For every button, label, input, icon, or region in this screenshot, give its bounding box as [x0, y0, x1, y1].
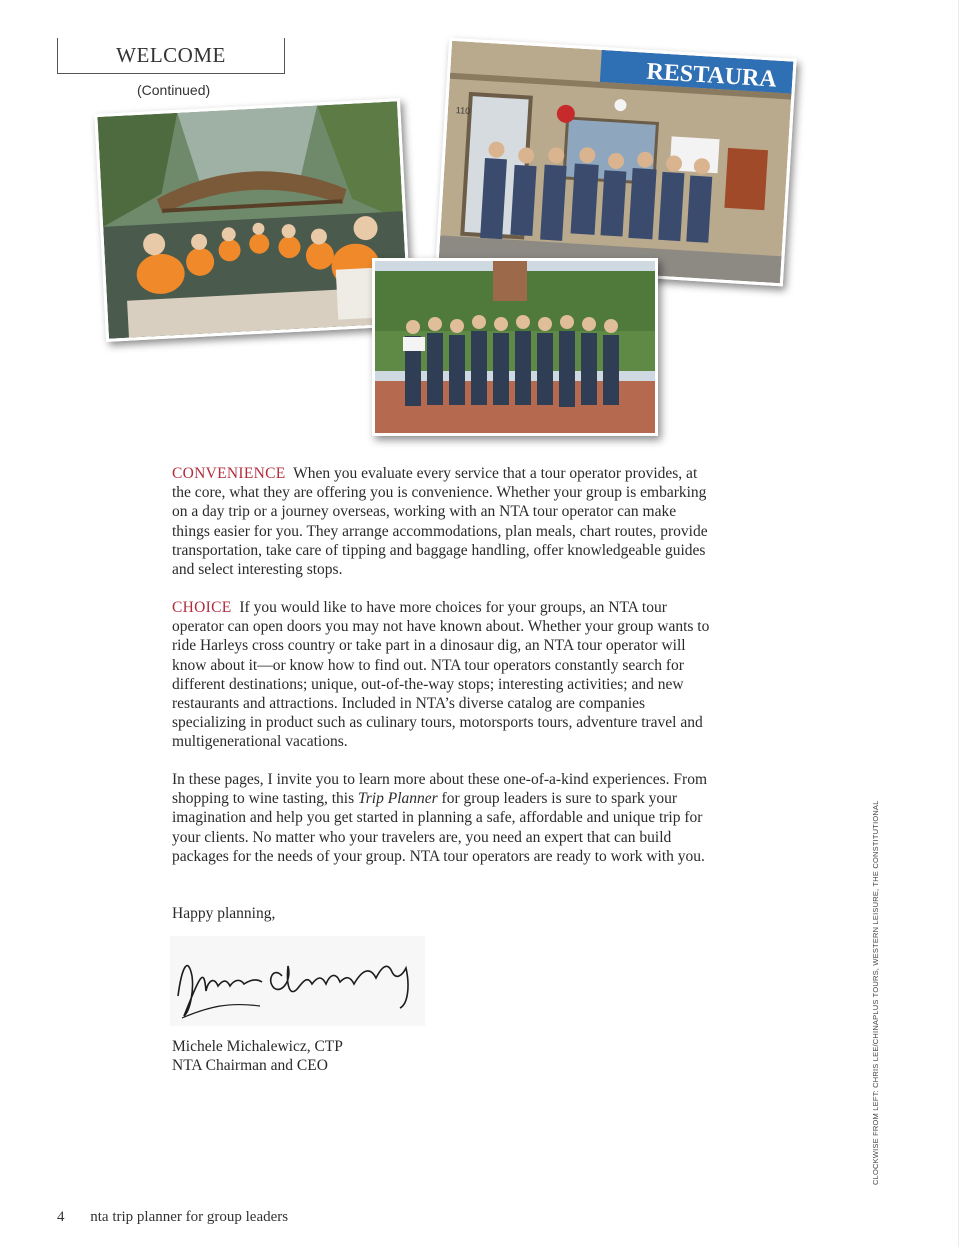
section-header-tab: [57, 38, 285, 74]
page-title: WELCOME: [116, 43, 226, 67]
publication-name: nta trip planner for group leaders: [90, 1209, 289, 1225]
convenience-text: When you evaluate every service that a tour operator provides, at the core, what they are offering you is convenience. Whether your group is embarking on a day trip or a journey overseas, working with an NTA tour operator can make things easier for you. They arrange accommodations, plan meals, chart routes, provide transportation, take care of tipping and baggage handling, offer knowledgeable guides and select interesting stops.: [172, 465, 708, 579]
river-boat-image: [97, 101, 408, 338]
choice-text: If you would like to have more choices for your groups, an NTA tour operator can open doors you may not have known about. Whether your group wants to ride Harleys cross country or take part in a dinosaur dig, an NTA tour operator will know about it—or know how to find out. NTA tour operators constantly search for different destinations; unique, out-of-the-way stops; interesting activities; and new restaurants and attractions. Included in NTA’s diverse catalog are companies specializing in product such as culinary tours, motorsports tours, adventure travel and multigenerational vacations.: [172, 599, 710, 751]
signer-name: Michele Michalewicz, CTP: [172, 1038, 343, 1055]
page-footer: [57, 1209, 288, 1226]
choice-lead: CHOICE: [172, 599, 232, 616]
door-number: 110: [455, 105, 471, 116]
restaurant-sign-text: RESTAURA: [645, 58, 778, 93]
invite-text-after: for group leaders is sure to spark your imagination and help you get started in planning a safe, affordable and unique trip for your clients. No matter who your travelers are, you need an expert that can build packages for the needs of your group. NTA tour operators are ready to work with you.: [172, 790, 705, 865]
convenience-lead: CONVENIENCE: [172, 465, 286, 482]
choice-paragraph: [172, 598, 712, 752]
photo-restaurant-group: [435, 38, 796, 287]
page-edge-divider: [958, 0, 959, 1247]
photo-historic-group: [372, 258, 658, 436]
historic-group-image: [375, 261, 655, 433]
signer-block: [172, 1037, 343, 1075]
trip-planner-title: Trip Planner: [358, 790, 438, 808]
page-number: 4: [57, 1209, 65, 1225]
invite-paragraph: [172, 770, 712, 866]
photo-river-boat: [94, 98, 412, 342]
photo-credit: CLOCKWISE FROM LEFT: CHRIS LEE/CHINAPLUS TOURS, WESTERN LEISURE, THE CONSTITUTIONAL: [871, 800, 880, 1185]
invite-text-before: In these pages, I invite you to learn more about these one-of-a-kind experiences. From shopping to wine tasting, this: [172, 771, 707, 808]
closing-line: Happy planning,: [172, 905, 276, 922]
page-subtitle: (Continued): [137, 82, 211, 98]
signature-image: [170, 936, 425, 1026]
convenience-paragraph: [172, 464, 712, 579]
restaurant-image: [439, 41, 794, 283]
signer-title: NTA Chairman and CEO: [172, 1057, 328, 1075]
